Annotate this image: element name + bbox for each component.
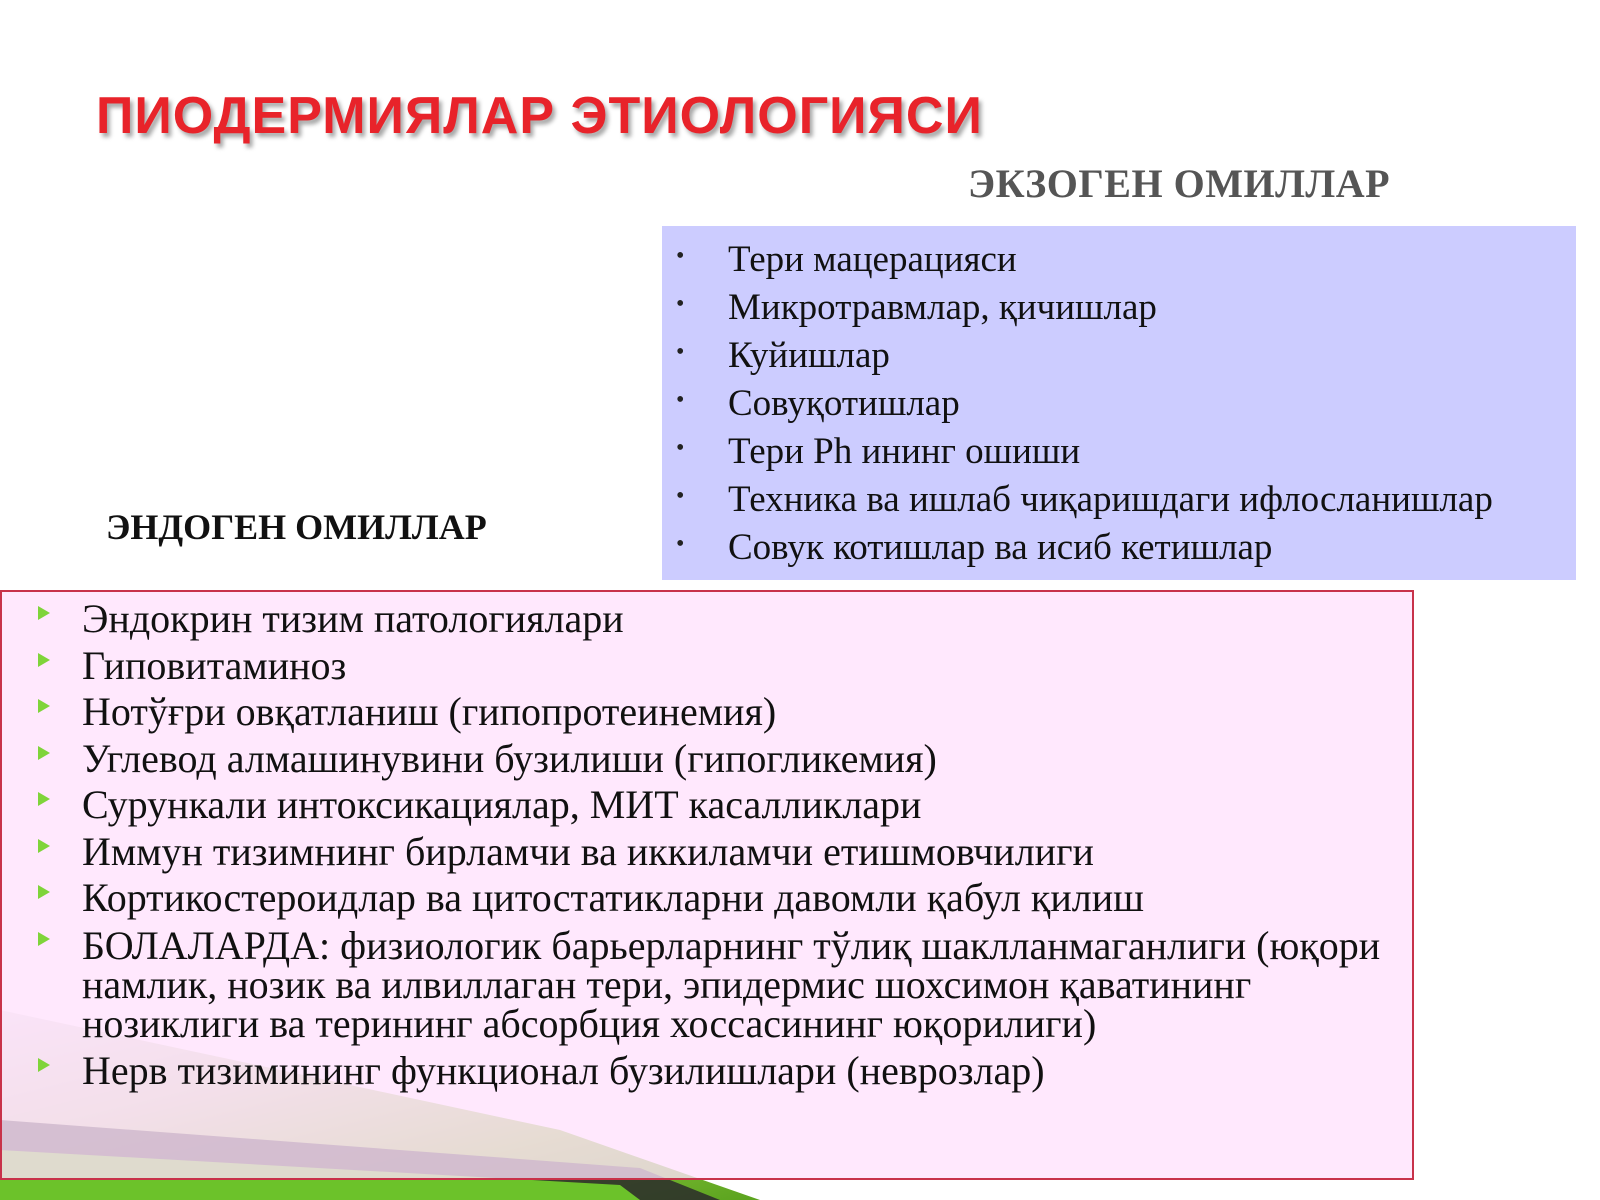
list-item: • Техника ва ишлаб чиқаришдаги ифлосланишлар [676, 476, 1566, 524]
green-arrow-bullet-icon [38, 746, 50, 760]
green-arrow-bullet-icon [38, 699, 50, 713]
bullet-dot-icon: • [676, 483, 685, 509]
list-item: Нерв тизимининг функционал бузилишлари (неврозлар) [38, 1048, 1396, 1095]
list-item: Сурункали интоксикациялар, МИТ касалликлари [38, 782, 1396, 829]
green-arrow-bullet-icon [38, 885, 50, 899]
list-item: • Куйишлар [676, 332, 1566, 380]
list-item: • Совук котишлар ва исиб кетишлар [676, 524, 1566, 572]
exogenous-factors-box [662, 226, 1576, 580]
list-item: • Тери Ph ининг ошиши [676, 428, 1566, 476]
bullet-dot-icon: • [676, 531, 685, 557]
list-item: • Совуқотишлар [676, 380, 1566, 428]
list-item: Кортикостероидлар ва цитостатикларни давомли қабул қилиш [38, 875, 1396, 922]
endogenous-factors-box [0, 590, 1414, 1180]
endogenous-list [38, 596, 1396, 1094]
list-item: Гиповитаминоз [38, 643, 1396, 690]
list-item: • Микротравмлар, қичишлар [676, 284, 1566, 332]
list-item: Иммун тизимнинг бирламчи ва иккиламчи етишмовчилиги [38, 829, 1396, 876]
list-item: • Тери мацерацияси [676, 236, 1566, 284]
exogenous-heading: ЭКЗОГЕН ОМИЛЛАР [968, 161, 1391, 206]
bullet-dot-icon: • [676, 291, 685, 317]
list-item: Нотўғри овқатланиш (гипопротеинемия) [38, 689, 1396, 736]
green-arrow-bullet-icon [38, 606, 50, 620]
list-item: Углевод алмашинувини бузилиши (гипогликемия) [38, 736, 1396, 783]
list-item: Эндокрин тизим патологиялари [38, 596, 1396, 643]
green-arrow-bullet-icon [38, 653, 50, 667]
bullet-dot-icon: • [676, 387, 685, 413]
green-arrow-bullet-icon [38, 839, 50, 853]
green-arrow-bullet-icon [38, 792, 50, 806]
green-arrow-bullet-icon [38, 1058, 50, 1072]
endogenous-heading: ЭНДОГЕН ОМИЛЛАР [106, 507, 487, 547]
bullet-dot-icon: • [676, 435, 685, 461]
bullet-dot-icon: • [676, 339, 685, 365]
page-title: ПИОДЕРМИЯЛАР ЭТИОЛОГИЯСИ [96, 87, 983, 145]
list-item: БОЛАЛАРДА: физиологик барьерларнинг тўлиқ шаклланмаганлиги (юқори намлик, нозик ва илвиллаган тери, эпидермис шохсимон қаватининг нозиклиги ва терининг абсорбция хоссасининг юқорилиги) [38, 922, 1396, 1048]
bullet-dot-icon: • [676, 243, 685, 269]
green-arrow-bullet-icon [38, 932, 50, 946]
exogenous-list [676, 236, 1566, 572]
